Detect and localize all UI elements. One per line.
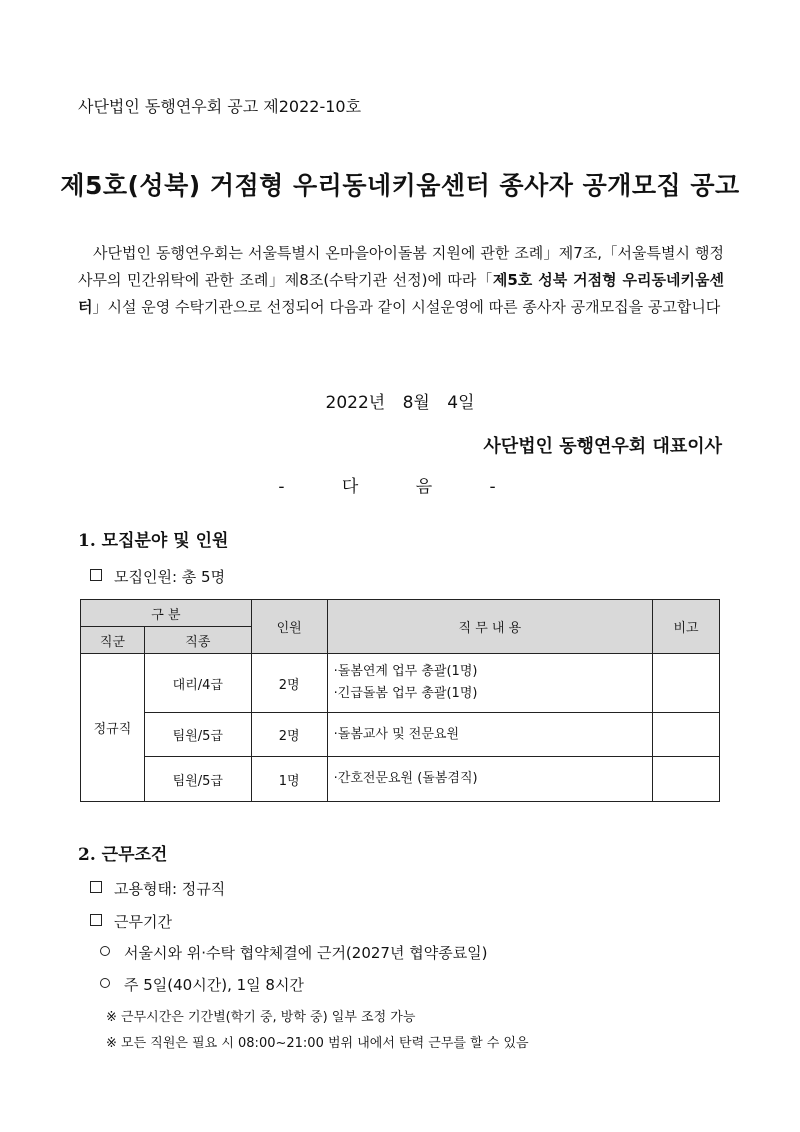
cell-group: 정규직 <box>81 654 145 802</box>
cell-duty <box>327 654 652 713</box>
next-heading: - 다 음 - <box>278 477 522 497</box>
square-bullet-icon <box>90 569 102 581</box>
circle-bullet-icon <box>100 946 110 956</box>
square-bullet-icon <box>90 881 102 893</box>
cell-headcount: 1명 <box>251 757 327 802</box>
intro-paragraph <box>78 240 724 321</box>
employment-type-text: 고용형태: 정규직 <box>114 880 226 898</box>
recruit-table <box>80 599 720 802</box>
cell-type: 팀원/5급 <box>144 757 251 802</box>
cell-note <box>653 713 720 757</box>
duty-line: ·돌봄연계 업무 총괄(1명) <box>333 664 478 679</box>
header-category: 구 분 <box>81 600 252 627</box>
note-adjustment: ※ 근무시간은 기간별(학기 중, 방학 중) 일부 조정 가능 <box>106 1010 416 1025</box>
header-group: 직군 <box>81 627 145 654</box>
table-row <box>81 713 720 757</box>
intro-text-1: 사단법인 동행연우회는 서울특별시 온마을아이돌봄 지원에 관한 조례」제7조,「서울특별시 행정사무의 민간위탁에 관한 조례」제8조(수탁기관 선정)에 따라「 <box>78 244 724 289</box>
work-hours-text: 주 5일(40시간), 1일 8시간 <box>124 976 304 994</box>
work-hours-item <box>100 974 304 995</box>
cell-note <box>653 757 720 802</box>
organization-signature: 사단법인 동행연우회 대표이사 <box>483 436 722 457</box>
table-row <box>81 757 720 802</box>
header-type: 직종 <box>144 627 251 654</box>
notice-number: 사단법인 동행연우회 공고 제2022-10호 <box>78 97 362 116</box>
intro-bold-facility: 제5호 성북 거점형 우리동네키움센터 <box>78 271 724 316</box>
cell-type: 대리/4급 <box>144 654 251 713</box>
work-period-text: 근무기간 <box>114 913 172 931</box>
cell-headcount: 2명 <box>251 654 327 713</box>
document-title: 제5호(성북) 거점형 우리동네키움센터 종사자 공개모집 공고 <box>60 171 740 200</box>
date-day: 4일 <box>447 393 475 413</box>
date-month: 8월 <box>402 393 430 413</box>
header-headcount: 인원 <box>251 600 327 654</box>
cell-note <box>653 654 720 713</box>
header-duty: 직 무 내 용 <box>327 600 652 654</box>
header-note: 비고 <box>653 600 720 654</box>
cell-duty: ·간호전문요원 (돌봄겸직) <box>327 757 652 802</box>
recruit-count-item <box>90 566 225 587</box>
cell-type: 팀원/5급 <box>144 713 251 757</box>
contract-basis-text: 서울시와 위·수탁 협약체결에 근거(2027년 협약종료일) <box>124 944 488 962</box>
cell-duty: ·돌봄교사 및 전문요원 <box>327 713 652 757</box>
section1-heading: 1. 모집분야 및 인원 <box>78 531 229 551</box>
cell-headcount: 2명 <box>251 713 327 757</box>
contract-basis-item <box>100 942 488 963</box>
circle-bullet-icon <box>100 978 110 988</box>
announcement-date <box>0 388 800 413</box>
recruit-count-text: 모집인원: 총 5명 <box>114 568 226 586</box>
square-bullet-icon <box>90 914 102 926</box>
date-year: 2022년 <box>325 393 386 413</box>
table-row <box>81 654 720 713</box>
work-period-item <box>90 911 172 932</box>
note-flexible-hours: ※ 모든 직원은 필요 시 08:00~21:00 범위 내에서 탄력 근무를 할 수 있음 <box>106 1036 529 1051</box>
duty-line: ·긴급돌봄 업무 총괄(1명) <box>333 686 478 701</box>
employment-type-item <box>90 878 225 899</box>
intro-text-2: 」시설 운영 수탁기관으로 선정되어 다음과 같이 시설운영에 따른 종사자 공개모집을 공고합니다 <box>92 298 721 316</box>
section2-heading: 2. 근무조건 <box>78 845 168 865</box>
